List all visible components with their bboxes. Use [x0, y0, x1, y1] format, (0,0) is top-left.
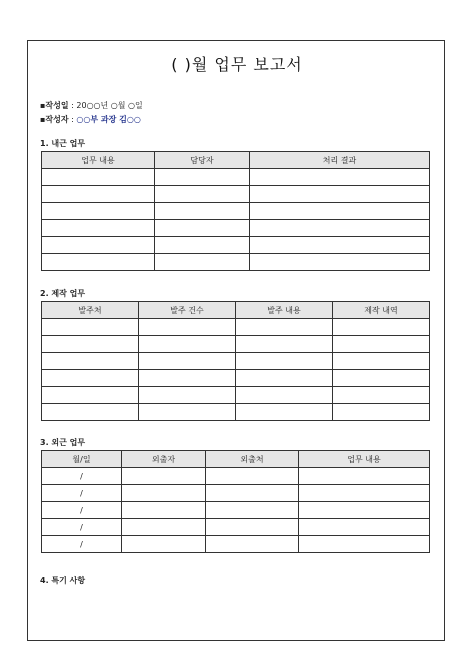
col-header-assignee: 담당자 [155, 152, 250, 169]
col-header-task: 업무 내용 [42, 152, 155, 169]
table-cell[interactable] [206, 502, 299, 519]
section-production-heading: 2. 제작 업무 [40, 289, 86, 298]
table-cell[interactable] [206, 468, 299, 485]
table-cell[interactable] [42, 387, 139, 404]
table-cell[interactable] [333, 404, 430, 421]
table-cell[interactable] [236, 336, 333, 353]
section-internal-heading: 1. 내근 업무 [40, 139, 86, 148]
col-header-date: 월/일 [42, 451, 122, 468]
col-header-destination: 외출처 [206, 451, 299, 468]
table-cell[interactable] [42, 203, 155, 220]
table-cell[interactable] [299, 485, 430, 502]
table-cell[interactable] [333, 387, 430, 404]
table-row [42, 237, 430, 254]
table-cell[interactable] [236, 319, 333, 336]
table-row [42, 319, 430, 336]
table-row [42, 370, 430, 387]
table-header-row [42, 152, 430, 169]
table-cell[interactable] [333, 336, 430, 353]
table-row [42, 485, 430, 502]
author-separator: : [68, 115, 77, 124]
col-header-visitor: 외출자 [122, 451, 206, 468]
table-row [42, 186, 430, 203]
table-cell[interactable] [236, 353, 333, 370]
table-header-row [42, 451, 430, 468]
table-cell[interactable] [42, 169, 155, 186]
col-header-production-details: 제작 내역 [333, 302, 430, 319]
written-date [40, 100, 143, 111]
table-cell[interactable] [250, 186, 430, 203]
table-cell[interactable]: / [42, 485, 122, 502]
table-cell[interactable] [155, 254, 250, 271]
table-cell[interactable] [206, 485, 299, 502]
table-cell[interactable] [236, 387, 333, 404]
table-cell[interactable] [42, 336, 139, 353]
table-cell[interactable] [122, 502, 206, 519]
table-cell[interactable] [139, 353, 236, 370]
table-cell[interactable] [139, 370, 236, 387]
table-row [42, 468, 430, 485]
col-header-order-content: 발주 내용 [236, 302, 333, 319]
external-work-table [41, 450, 430, 553]
table-cell[interactable] [122, 519, 206, 536]
table-cell[interactable] [250, 237, 430, 254]
table-cell[interactable] [236, 404, 333, 421]
author-value: ○○부 과장 김○○ [76, 115, 141, 124]
table-cell[interactable] [122, 468, 206, 485]
table-cell[interactable] [122, 485, 206, 502]
table-cell[interactable] [299, 502, 430, 519]
table-cell[interactable]: / [42, 468, 122, 485]
col-header-task: 업무 내용 [299, 451, 430, 468]
table-cell[interactable] [206, 519, 299, 536]
table-cell[interactable] [333, 370, 430, 387]
table-row [42, 536, 430, 553]
table-row [42, 519, 430, 536]
table-row [42, 387, 430, 404]
table-cell[interactable] [299, 519, 430, 536]
table-cell[interactable] [122, 536, 206, 553]
table-cell[interactable] [155, 169, 250, 186]
production-work-table [41, 301, 430, 421]
table-row [42, 336, 430, 353]
table-cell[interactable] [333, 319, 430, 336]
document-title: ( )월 업무 보고서 [171, 55, 303, 74]
table-cell[interactable] [42, 353, 139, 370]
table-header-row [42, 302, 430, 319]
author-label: ▪작성자 [40, 115, 69, 124]
table-cell[interactable]: / [42, 536, 122, 553]
written-date-value: : 20○○년 ○월 ○일 [68, 101, 143, 110]
table-cell[interactable] [155, 203, 250, 220]
table-row [42, 502, 430, 519]
table-cell[interactable] [333, 353, 430, 370]
table-row [42, 254, 430, 271]
col-header-order-count: 발주 건수 [139, 302, 236, 319]
table-cell[interactable] [42, 370, 139, 387]
section-external-heading: 3. 외근 업무 [40, 438, 86, 447]
table-cell[interactable] [155, 237, 250, 254]
col-header-client: 발주처 [42, 302, 139, 319]
table-row [42, 220, 430, 237]
table-cell[interactable] [42, 319, 139, 336]
section-notes-heading: 4. 특기 사항 [40, 576, 86, 585]
table-cell[interactable]: / [42, 502, 122, 519]
table-cell[interactable] [42, 404, 139, 421]
written-date-label: ▪작성일 [40, 101, 69, 110]
table-cell[interactable] [139, 404, 236, 421]
table-row [42, 169, 430, 186]
table-cell[interactable] [299, 468, 430, 485]
table-cell[interactable] [155, 220, 250, 237]
table-cell[interactable] [206, 536, 299, 553]
table-cell[interactable] [250, 254, 430, 271]
col-header-result: 처리 결과 [250, 152, 430, 169]
table-cell[interactable] [236, 370, 333, 387]
table-cell[interactable] [155, 186, 250, 203]
table-cell[interactable] [42, 186, 155, 203]
table-cell[interactable] [139, 387, 236, 404]
table-cell[interactable] [250, 220, 430, 237]
table-row [42, 353, 430, 370]
table-cell[interactable] [42, 220, 155, 237]
table-cell[interactable] [299, 536, 430, 553]
table-row [42, 203, 430, 220]
table-cell[interactable] [139, 319, 236, 336]
table-cell[interactable]: / [42, 519, 122, 536]
table-cell[interactable] [250, 203, 430, 220]
table-row [42, 404, 430, 421]
author [40, 114, 141, 125]
table-cell[interactable] [42, 237, 155, 254]
table-cell[interactable] [42, 254, 155, 271]
table-cell[interactable] [139, 336, 236, 353]
internal-work-table [41, 151, 430, 271]
table-cell[interactable] [250, 169, 430, 186]
